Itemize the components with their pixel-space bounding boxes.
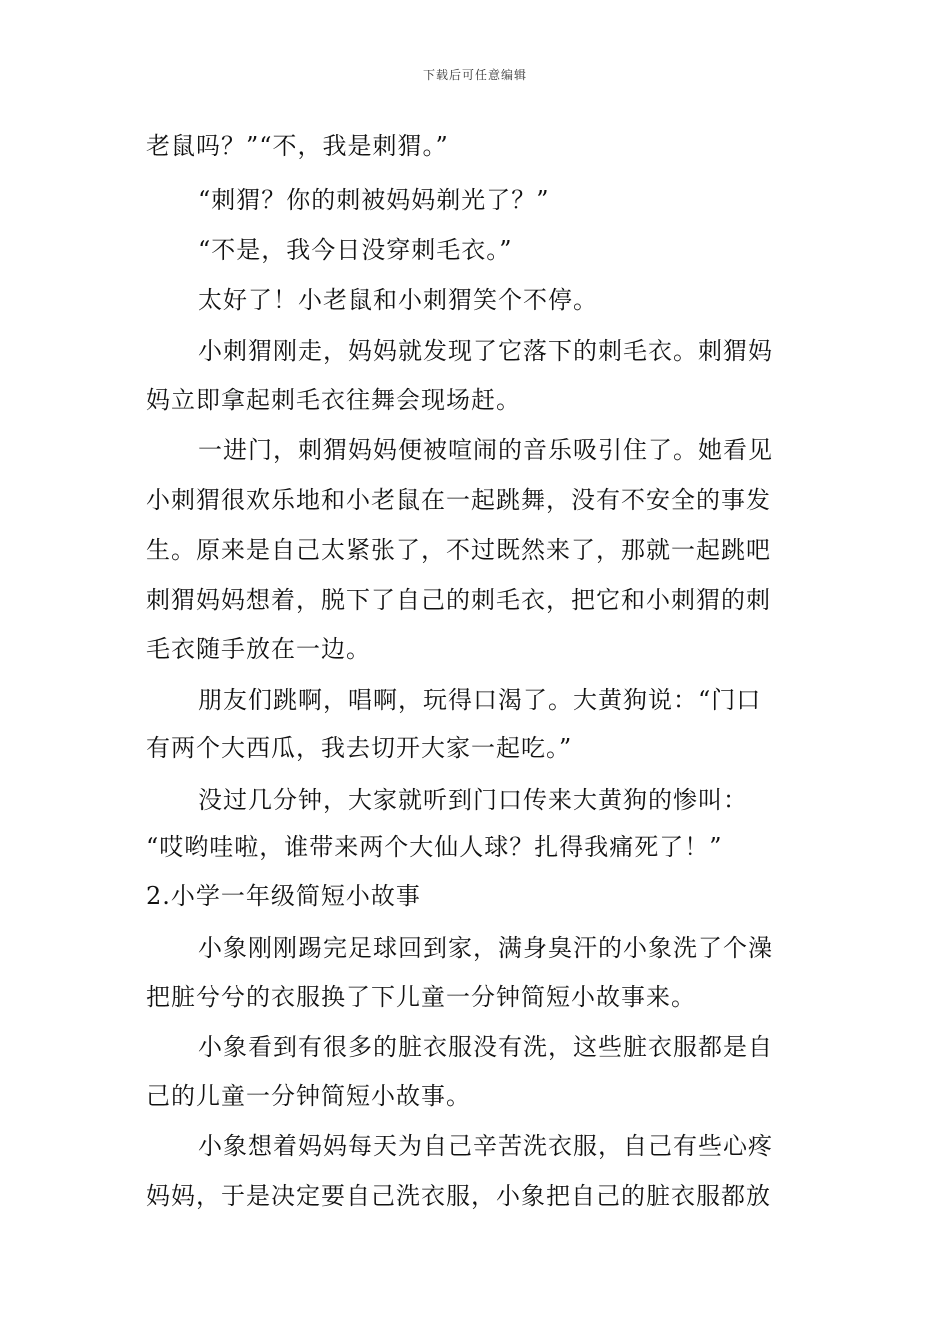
section-heading: 2.小学一年级简短小故事 [146, 882, 421, 910]
paragraph-line: 小象刚刚踢完足球回到家，满身臭汗的小象洗了个澡 [198, 934, 773, 962]
paragraph-line: 小象想着妈妈每天为自己辛苦洗衣服，自己有些心疼 [198, 1132, 773, 1160]
paragraph-line: 刺猬妈妈想着，脱下了自己的刺毛衣，把它和小刺猬的刺 [146, 586, 771, 614]
paragraph-line: 有两个大西瓜，我去切开大家一起吃。” [146, 734, 573, 762]
paragraph-line: “哎哟哇啦，谁带来两个大仙人球？扎得我痛死了！” [146, 833, 723, 861]
paragraph-line: 太好了！小老鼠和小刺猬笑个不停。 [198, 286, 598, 314]
paragraph-line: 妈立即拿起刺毛衣往舞会现场赶。 [146, 386, 521, 414]
paragraph-line: 小刺猬很欢乐地和小老鼠在一起跳舞，没有不安全的事发 [146, 486, 771, 514]
paragraph-line: 把脏兮兮的衣服换了下儿童一分钟简短小故事来。 [146, 983, 696, 1011]
paragraph-line: 一进门，刺猬妈妈便被喧闹的音乐吸引住了。她看见 [198, 436, 773, 464]
page-header: 下载后可任意编辑 [422, 68, 527, 82]
paragraph-line: 妈妈，于是决定要自己洗衣服，小象把自己的脏衣服都放 [146, 1182, 771, 1210]
paragraph-line: 毛衣随手放在一边。 [146, 635, 371, 663]
paragraph-line: 生。原来是自己太紧张了，不过既然来了，那就一起跳吧 [146, 536, 771, 564]
paragraph-line: “不是，我今日没穿刺毛衣。” [198, 236, 513, 264]
paragraph-line: 朋友们跳啊，唱啊，玩得口渴了。大黄狗说：“门口 [198, 686, 762, 714]
paragraph-line: 小象看到有很多的脏衣服没有洗，这些脏衣服都是自 [198, 1033, 773, 1061]
paragraph-line: “刺猬？你的刺被妈妈剃光了？” [198, 186, 550, 214]
paragraph-line: 小刺猬刚走，妈妈就发现了它落下的刺毛衣。刺猬妈 [198, 337, 773, 365]
paragraph-line: 老鼠吗？”“不，我是刺猬。” [146, 132, 449, 160]
paragraph-line: 己的儿童一分钟简短小故事。 [146, 1082, 471, 1110]
paragraph-line: 没过几分钟，大家就听到门口传来大黄狗的惨叫： [198, 786, 748, 814]
